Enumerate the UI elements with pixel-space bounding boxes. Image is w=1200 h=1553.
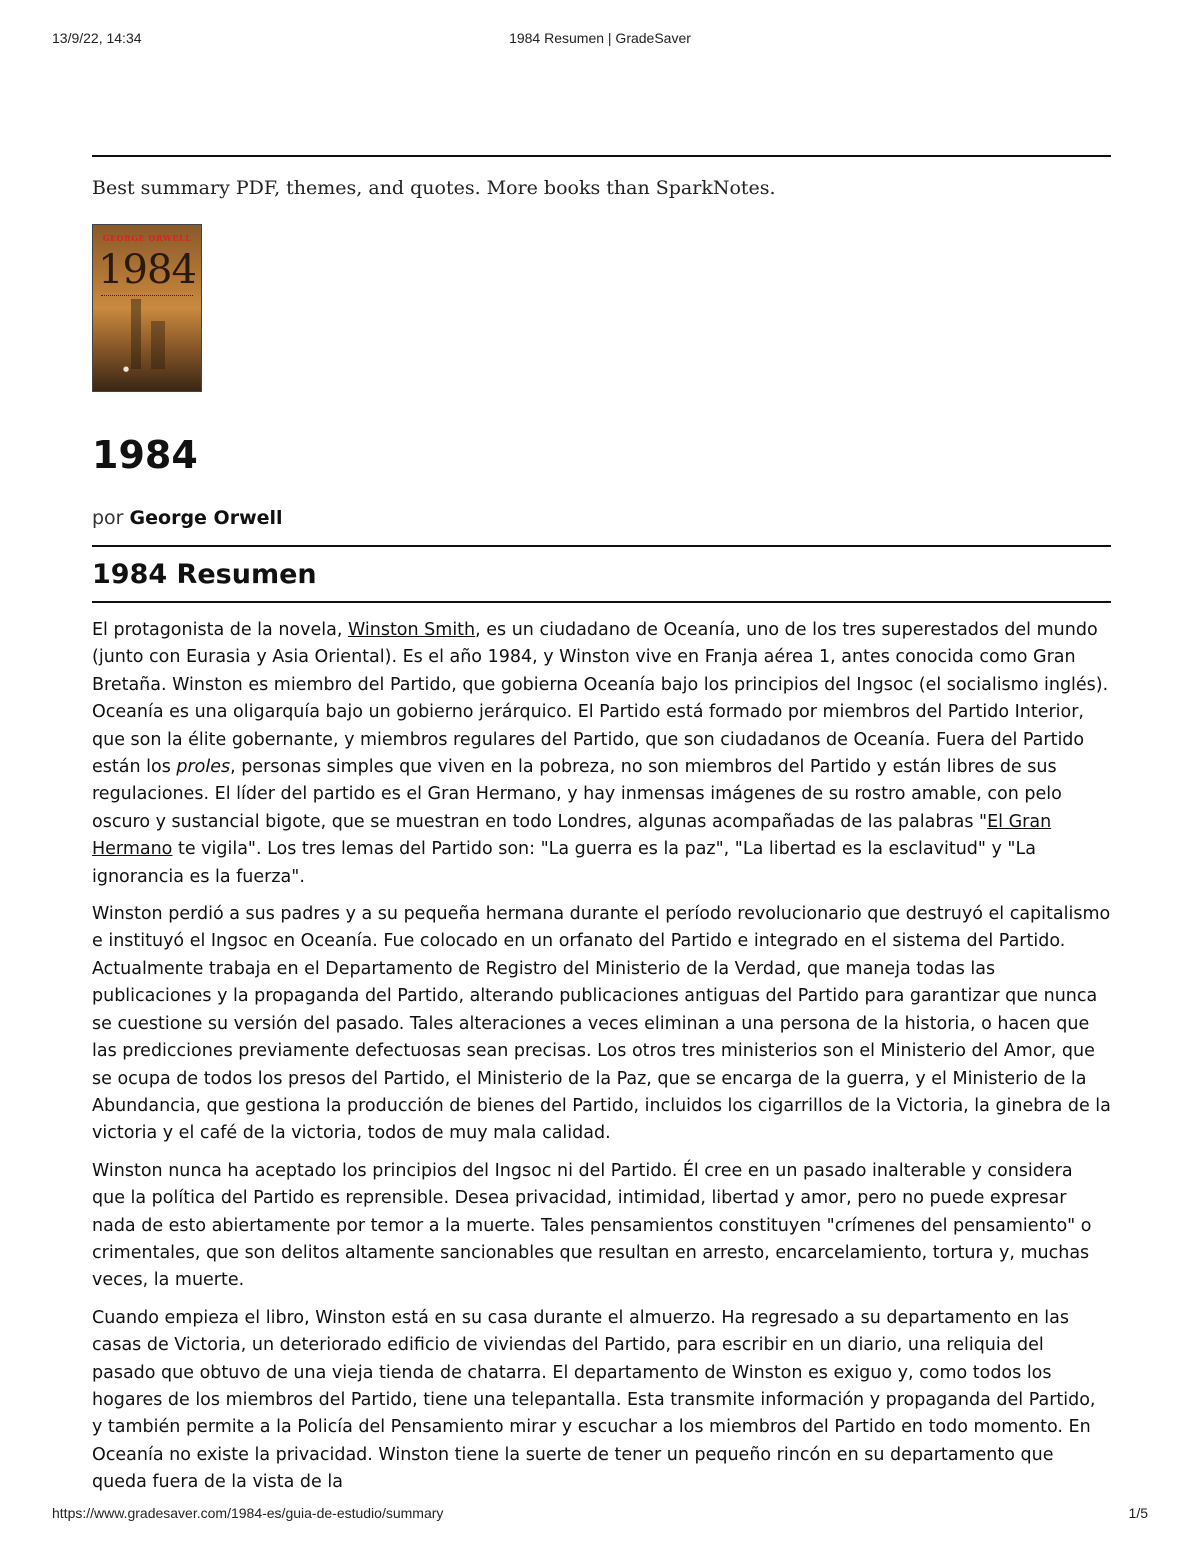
summary-paragraph: Winston nunca ha aceptado los principios del Ingsoc ni del Partido. Él cree en un pasado inalterable y considera que la política del Partido es reprensible. Desea privacidad, intimidad, libertad y amor, pero no puede expresar nada de esto abiertamente por temor a la muerte. Tales pensamientos constituyen "crímenes del pensamiento" o crimentales, que son delitos altamente sancionables que resultan en arresto, encarcelamiento, tortura y, muchas veces, la muerte. xyxy=(92,1160,1092,1291)
print-footer xyxy=(52,1505,1148,1525)
text-run: te vigila". Los tres lemas del Partido son: "La guerra es la paz", "La libertad es la esclavitud" y "La ignorancia es la fuerza". xyxy=(92,839,1036,887)
cover-building-shape xyxy=(131,299,141,369)
book-cover-image[interactable] xyxy=(92,224,202,392)
site-tagline: Best summary PDF, themes, and quotes. More books than SparkNotes. xyxy=(92,177,776,199)
section-divider xyxy=(92,601,1111,603)
book-byline xyxy=(92,507,283,529)
cover-subtitle-line xyxy=(101,295,193,300)
section-title: 1984 Resumen xyxy=(92,559,317,590)
proles-term: proles xyxy=(176,757,231,778)
cover-title-text: 1984 xyxy=(98,247,196,293)
summary-paragraph: Cuando empieza el libro, Winston está en su casa durante el almuerzo. Ha regresado a su departamento en las casas de Victoria, un deteriorado edificio de viviendas del Partido, para escribir en un diario, una reliquia del pasado que obtuvo de una vieja tienda de chatarra. El departamento de Winston es exiguo y, como todos los hogares de los miembros del Partido, tiene una telepantalla. Esta transmite información y propaganda del Partido, y también permite a la Policía del Pensamiento mirar y escuchar a los miembros del Partido en todo momento. En Oceanía no existe la privacidad. Winston tiene la suerte de tener un pequeño rincón en su departamento que queda fuera de la vista de la xyxy=(92,1307,1096,1493)
cover-author-text: GEORGE ORWELL xyxy=(102,233,192,243)
winston-smith-link[interactable]: Winston Smith xyxy=(347,620,476,640)
print-page-number: 1/5 xyxy=(1128,1505,1148,1521)
author-name[interactable]: George Orwell xyxy=(129,507,283,529)
byline-prefix: por xyxy=(92,507,124,529)
publisher-logo-icon: ● xyxy=(123,365,130,373)
gran-hermano-link[interactable]: El Gran Hermano xyxy=(92,811,1052,860)
print-page-title: 1984 Resumen | GradeSaver xyxy=(509,30,691,46)
cover-building-shape xyxy=(151,321,165,369)
book-title: 1984 xyxy=(92,433,198,477)
summary-paragraph xyxy=(92,617,1111,891)
text-run: , personas simples que viven en la pobreza, no son miembros del Partido y están libres de sus regulaciones. El líder del partido es el Gran Hermano, y hay inmensas imágenes de su rostro amable, con pelo oscuro y sustancial bigote, que se muestran en todo Londres, algunas acompañadas de las palabras " xyxy=(92,757,1062,832)
print-url: https://www.gradesaver.com/1984-es/guia-de-estudio/summary xyxy=(52,1505,444,1521)
print-datetime: 13/9/22, 14:34 xyxy=(52,30,142,46)
print-header xyxy=(52,30,1148,50)
summary-body xyxy=(92,617,1111,1507)
text-run: , es un ciudadano de Oceanía, uno de los tres superestados del mundo (junto con Eurasia y Asia Oriental). Es el año 1984, y Winston vive en Franja aérea 1, antes conocida como Gran Bretaña. Winston es miembro del Partido, que gobierna Oceanía bajo los principios del Ingsoc (el socialismo inglés). Oceanía es una oligarquía bajo un gobierno jerárquico. El Partido está formado por miembros del Partido Interior, que son la élite gobernante, y miembros regulares del Partido, que son ciudadanos de Oceanía. Fuera del Partido están los xyxy=(92,620,1109,778)
summary-paragraph: Winston perdió a sus padres y a su pequeña hermana durante el período revolucionario que destruyó el capitalismo e instituyó el Ingsoc en Oceanía. Fue colocado en un orfanato del Partido e integrado en el sistema del Partido. Actualmente trabaja en el Departamento de Registro del Ministerio de la Verdad, que maneja todas las publicaciones y la propaganda del Partido, alterando publicaciones antiguas del Partido para garantizar que nunca se cuestione su versión del pasado. Tales alteraciones a veces eliminan a una persona de la historia, o hacen que las predicciones previamente defectuosas sean precisas. Los otros tres ministerios son el Ministerio del Amor, que se ocupa de todos los presos del Partido, el Ministerio de la Paz, que se encarga de la guerra, y el Ministerio de la Abundancia, que gestiona la producción de bienes del Partido, incluidos los cigarrillos de la Victoria, la ginebra de la victoria y el café de la victoria, todos de muy mala calidad. xyxy=(92,904,1111,1144)
header-divider xyxy=(92,155,1111,157)
title-divider xyxy=(92,545,1111,547)
text-run: El protagonista de la novela, xyxy=(92,620,348,640)
